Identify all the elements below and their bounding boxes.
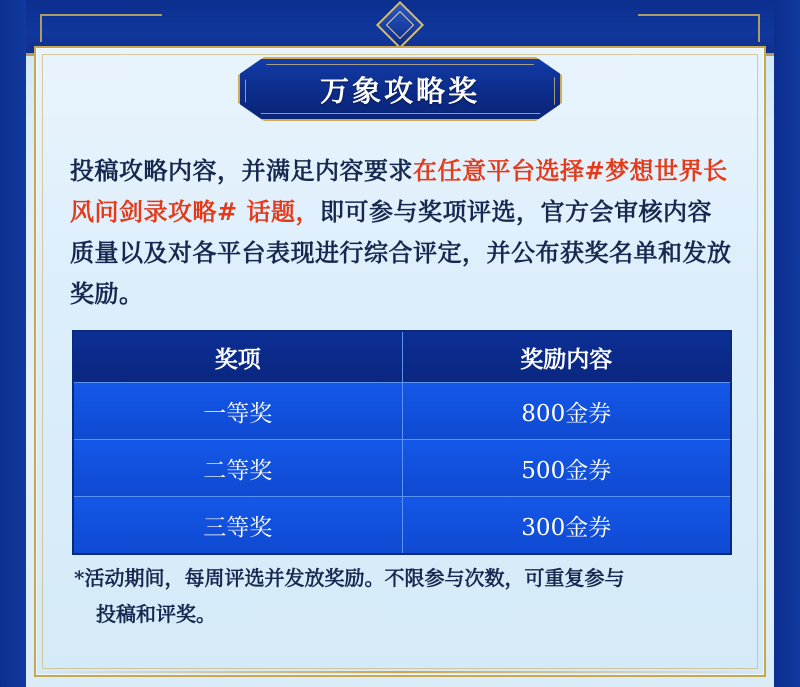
table-cell-prize: 二等奖 <box>74 440 403 497</box>
band-ornament-left <box>40 14 162 42</box>
band-ornament-right <box>638 14 760 42</box>
table-cell-reward: 800金券 <box>403 383 731 440</box>
table-cell-prize: 三等奖 <box>74 497 403 553</box>
footnote-line-1: *活动期间，每周评选并发放奖励。不限参与次数，可重复参与 <box>74 566 625 590</box>
page-title: 万象攻略奖 <box>319 73 480 108</box>
table-row <box>74 440 730 497</box>
footnote-line-2: 投稿和评奖。 <box>96 602 216 626</box>
footnote <box>74 560 734 632</box>
rewards-table <box>72 330 732 555</box>
description-block <box>70 150 732 314</box>
table-header-reward: 奖励内容 <box>403 332 731 383</box>
table-row <box>74 383 730 440</box>
table-cell-reward: 500金券 <box>403 440 731 497</box>
description-part1: 投稿攻略内容，并满足内容要求 <box>70 156 413 185</box>
table-header-prize: 奖项 <box>74 332 403 383</box>
description-part2: 即可参与奖项评选，官方会审核内容质量以及对各平台表现进行综合评定，并公布获奖名单和发放奖励。 <box>70 197 732 308</box>
description-paragraph <box>70 150 732 314</box>
table-row <box>74 497 730 553</box>
description-highlight: 在任意平台选择#梦想世界长风问剑录攻略# 话题， <box>70 156 728 226</box>
right-rail <box>774 0 800 687</box>
left-rail <box>0 0 26 687</box>
title-plaque <box>238 57 562 121</box>
table-cell-reward: 300金券 <box>403 497 731 553</box>
bottom-divider <box>34 671 766 673</box>
table-header-row <box>74 332 730 383</box>
table-cell-prize: 一等奖 <box>74 383 403 440</box>
